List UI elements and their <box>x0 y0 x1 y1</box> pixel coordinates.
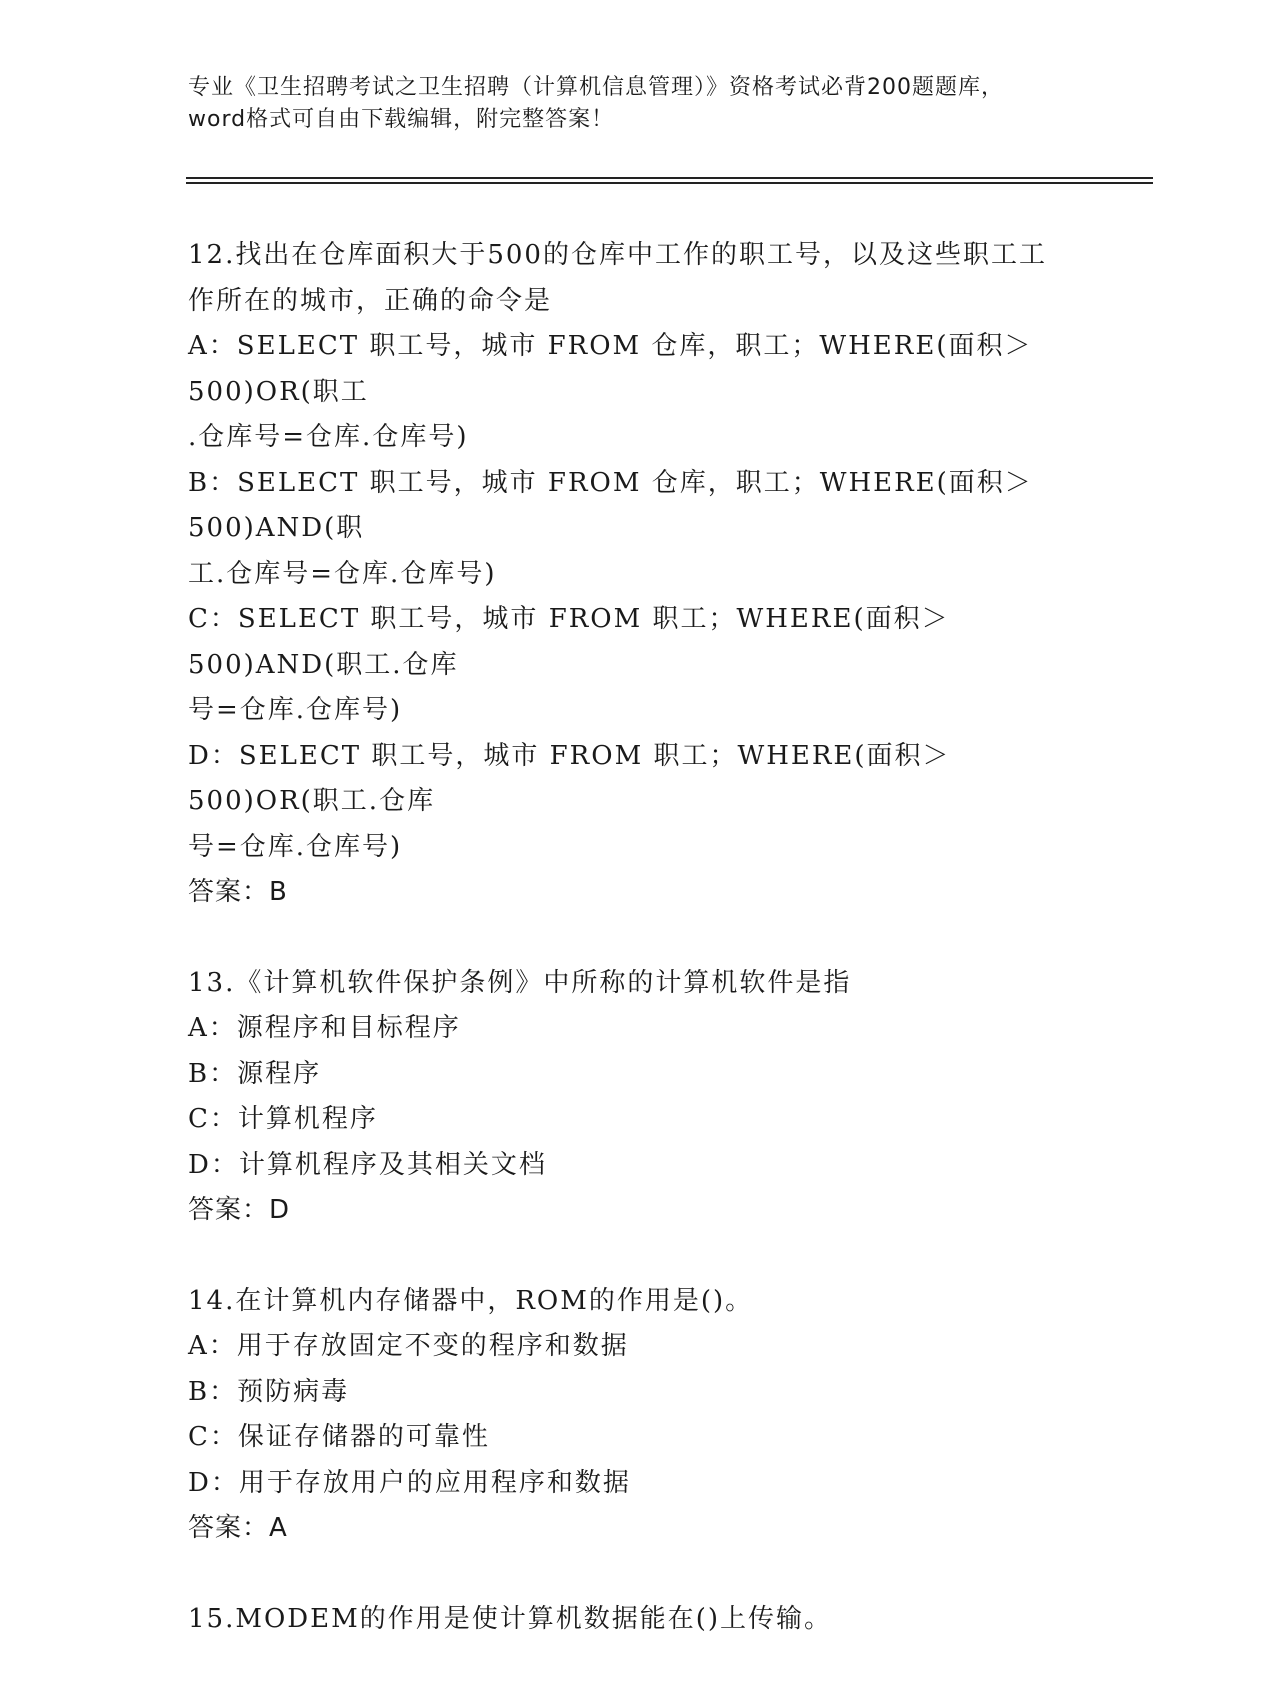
option-d-cont: 号=仓库.仓库号) <box>188 831 403 862</box>
question-stem: 15.MODEM的作用是使计算机数据能在()上传输。 <box>188 1603 833 1634</box>
question-15 <box>188 1597 1088 1643</box>
option-c: C：计算机程序 <box>188 1104 378 1134</box>
header-line-1: 专业《卫生招聘考试之卫生招聘（计算机信息管理）》资格考试必背200题题库， <box>188 75 1004 100</box>
option-b-cont: 工.仓库号=仓库.仓库号) <box>188 558 497 589</box>
option-c: C：SELECT 职工号，城市 FROM 职工；WHERE(面积＞500)AND(职工.仓库 <box>188 604 950 680</box>
question-stem: 12.找出在仓库面积大于500的仓库中工作的职工号，以及这些职工工 <box>188 240 1047 270</box>
question-stem: 作所在的城市，正确的命令是 <box>188 285 553 316</box>
answer: 答案：D <box>188 1195 291 1225</box>
question-stem: 13.《计算机软件保护条例》中所称的计算机软件是指 <box>188 967 852 998</box>
header-divider-top <box>186 177 1153 179</box>
option-a: A：SELECT 职工号，城市 FROM 仓库，职工；WHERE(面积＞500)OR(职工 <box>188 331 1033 407</box>
option-a: A：用于存放固定不变的程序和数据 <box>188 1331 629 1361</box>
question-14 <box>188 1279 1088 1552</box>
option-a-cont: .仓库号=仓库.仓库号) <box>188 422 469 452</box>
option-d: D：SELECT 职工号，城市 FROM 职工；WHERE(面积＞500)OR(职工.仓库 <box>188 740 951 816</box>
answer: 答案：B <box>188 877 288 907</box>
document-header <box>188 72 1088 136</box>
question-list <box>188 233 1088 1687</box>
question-stem: 14.在计算机内存储器中，ROM的作用是()。 <box>188 1285 754 1316</box>
option-c: C：保证存储器的可靠性 <box>188 1422 490 1452</box>
answer: 答案：A <box>188 1513 288 1543</box>
option-d: D：用于存放用户的应用程序和数据 <box>188 1467 631 1498</box>
header-line-2: word格式可自由下载编辑，附完整答案！ <box>188 107 615 132</box>
question-12 <box>188 233 1088 916</box>
option-b: B：预防病毒 <box>188 1376 350 1407</box>
option-c-cont: 号=仓库.仓库号) <box>188 695 403 725</box>
option-b: B：SELECT 职工号，城市 FROM 仓库，职工；WHERE(面积＞500)AND(职 <box>188 467 1033 543</box>
option-b: B：源程序 <box>188 1058 322 1089</box>
option-a: A：源程序和目标程序 <box>188 1013 461 1043</box>
header-divider-bottom <box>186 182 1153 184</box>
option-d: D：计算机程序及其相关文档 <box>188 1149 547 1180</box>
question-13 <box>188 961 1088 1234</box>
